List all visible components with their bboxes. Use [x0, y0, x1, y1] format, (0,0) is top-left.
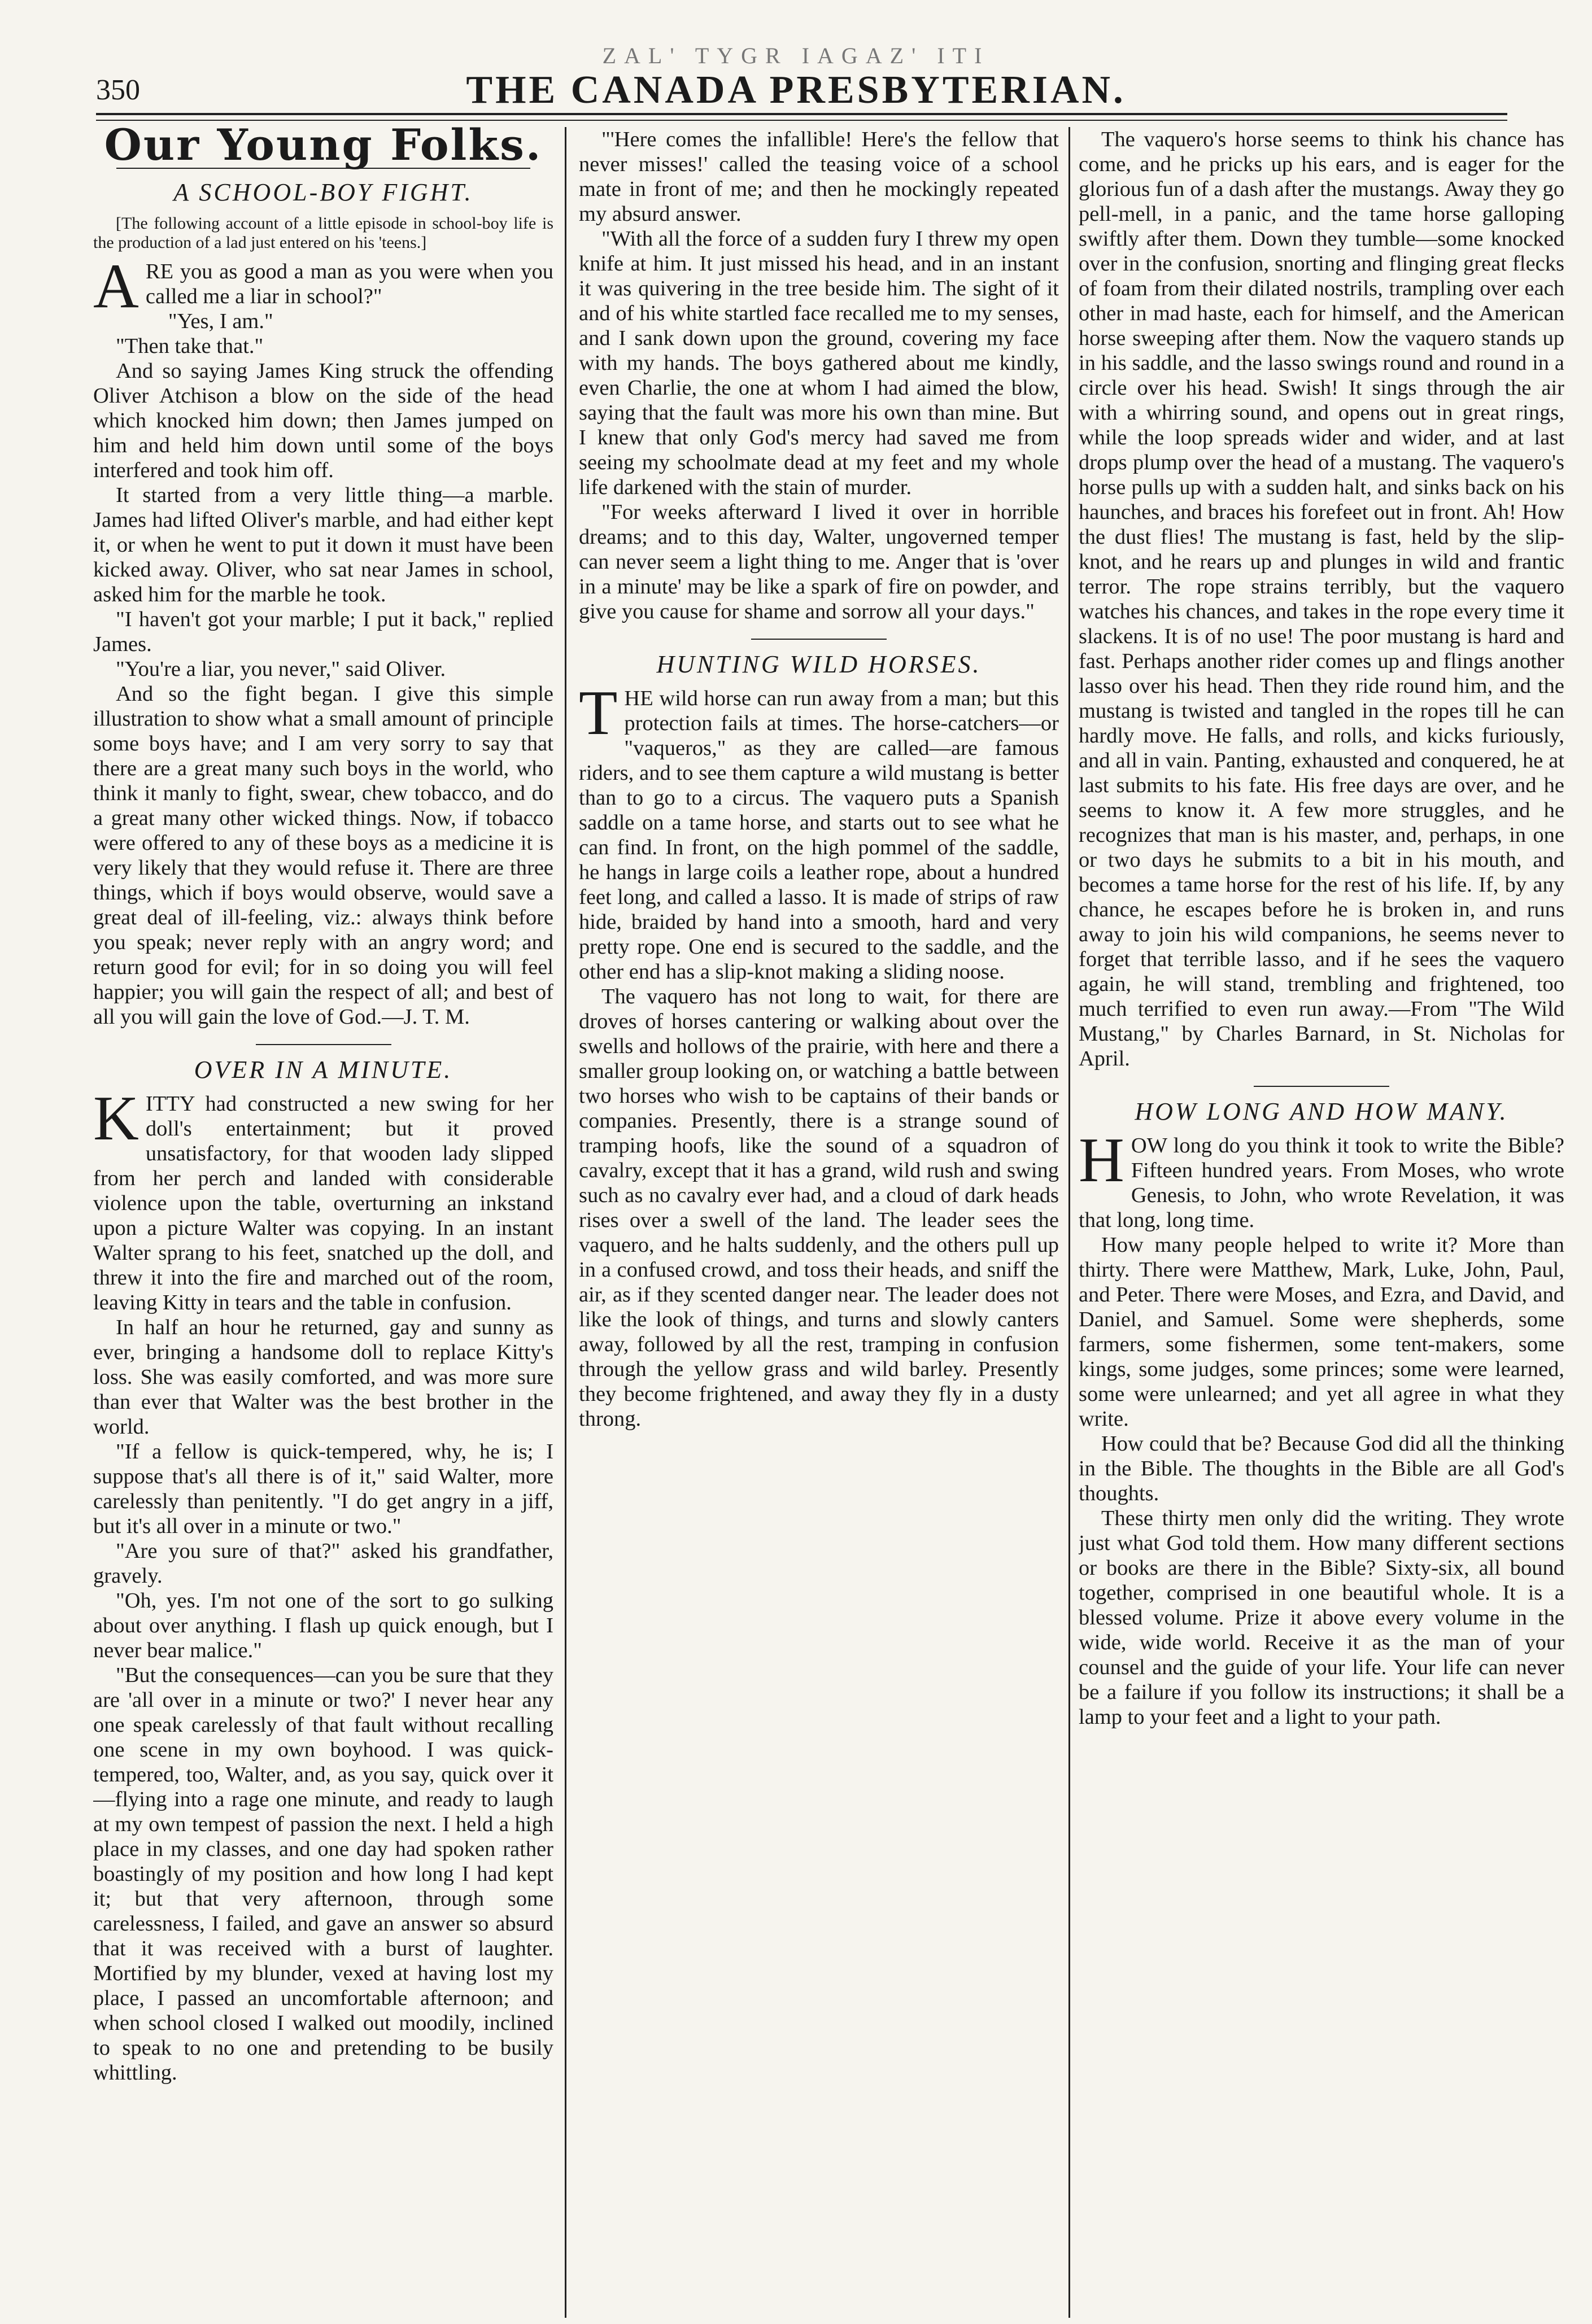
story-paragraph: It started from a very little thing—a marble. James had lifted Oliver's marble, and had either kept it, or when he went to put it down it must have been kicked away. Oliver, who sat near James in school, asked him for the marble he took. — [93, 483, 553, 606]
drop-cap: A — [93, 251, 139, 321]
editor-note: [The following account of a little episode in school-boy life is the production of a lad just entered on his 'teens.] — [93, 214, 553, 252]
story-paragraph: KITTY had constructed a new swing for her doll's entertainment; but it proved unsatisfactory, for that wooden lady slipped from her perch and landed with considerable violence upon the table, overturning an inkstand upon a picture Walter was copying. In an instant Walter sprang to his feet, snatched up the doll, and threw it into the fire and marched out of the room, leaving Kitty in tears and the table in confusion. — [93, 1084, 553, 1314]
story-paragraph: "I haven't got your marble; I put it back," replied James. — [93, 608, 553, 656]
story-paragraph: "Yes, I am." — [168, 309, 273, 333]
story-paragraph: And so saying James King struck the offending Oliver Atchison a blow on the side of the head which knocked him down; then James jumped on him and held him down until some of the boys interfered and took him off. — [93, 359, 553, 482]
drop-cap: H — [1079, 1125, 1124, 1195]
column-divider — [1068, 127, 1070, 2318]
story-paragraph: How could that be? Because God did all the thinking in the Bible. The thoughts in the Bible are all God's thoughts. — [1079, 1432, 1564, 1505]
story-paragraph: "But the consequences—can you be sure that they are 'all over in a minute or two?' I never hear any one speak carelessly of that fault without recalling one scene in my own boyhood. I was quick-tempered, too, Walter, and, as you say, quick over it—flying into a rage one minute, and ready to laugh at my own tempest of passion the next. I held a high place in my classes, and one day had spoken rather boastingly of my position and how long I had kept it; but that very afternoon, through some carelessness, I failed, and gave an answer so absurd that it was received with a burst of laughter. Mortified by my blunder, vexed at having lost my place, I passed an uncomfortable afternoon; and when school closed I walked out moodily, inclined to speak to no one and pretending to be busily whittling. — [93, 1663, 553, 2085]
masthead — [73, 34, 1519, 119]
story-paragraph: The vaquero has not long to wait, for there are droves of horses cantering or walking about over the swells and hollows of the prairie, with here and there a smaller group looking on, or watching a battle between two horses who wish to be captains of their bands or companies. Presently, there is a strange sound of tramping hoofs, like the sound of a squadron of cavalry, except that it has a grand, wild rush and swing such as no cavalry ever had, and a cloud of dark heads rises over a swell of the land. The leader sees the vaquero, and he halts suddenly, and the others pull up in a confused crowd, and toss their heads, and sniff the air, as if they scented danger near. The leader does not like the look of things, and turns and slowly canters away, followed by all the rest, tramping in confusion through the yellow grass and wild barley. Presently they become frightened, and away they fly in a dusty throng. — [579, 985, 1059, 1431]
story-paragraph: These thirty men only did the writing. They wrote just what God told them. How many different sections or books are there in the Bible? Sixty-six, all bound together, comprised in one beautiful whole. It is a blessed volume. Prize it above every volume in the wide, wide world. Receive it as the man of your counsel and the guide of your life. Your life can never be a failure if you follow its instructions; it shall be a lamp to your feet and a light to your path. — [1079, 1506, 1564, 1729]
story-separator — [1254, 1086, 1389, 1087]
story-paragraph: "Oh, yes. I'm not one of the sort to go sulking about over anything. I flash up quick enough, but I never bear malice." — [93, 1589, 553, 1662]
story-paragraph: HOW long do you think it took to write the Bible? Fifteen hundred years. From Moses, who wrote Genesis, to John, who wrote Revelation, it was that long, long time. — [1079, 1125, 1564, 1232]
story-title-how-long-and-how-many: HOW LONG AND HOW MANY. — [1135, 1098, 1508, 1125]
story-paragraph: And so the fight began. I give this simple illustration to show what a small amount of principle some boys have; and I am very sorry to say that there are a great many such boys in the world, who think it manly to fight, swear, chew tobacco, and do a great many other wicked things. Now, if tobacco were offered to any of these boys as a medicine it is very likely that they would refuse it. There are three things, which if boys would observe, would save a great deal of ill-feeling, viz.: always think before you speak; never reply with an angry word; and return good for evil; for in so doing you will feel happier; you will gain the respect of all; and best of all you will gain the love of God.—J. T. M. — [93, 682, 553, 1029]
header-rule — [96, 113, 1507, 115]
drop-cap: K — [93, 1084, 139, 1154]
story-paragraph: "If a fellow is quick-tempered, why, he is; I suppose that's all there is of it," said Walter, more carelessly than penitently. "I do get angry in a jiff, but it's all over in a minute or two." — [93, 1440, 553, 1538]
story-paragraph: "With all the force of a sudden fury I threw my open knife at him. It just missed his head, and in an instant it was quivering in the tree beside him. The sight of it and of his white startled face recalled me to my senses, and I sank down upon the ground, covering my face with my hands. The boys gathered about me kindly, even Charlie, the one at whom I had aimed the blow, saying that the fault was more his own than mine. But I knew that only God's mercy had saved me from seeing my schoolmate dead at my feet and my whole life darkened with the stain of murder. — [579, 227, 1059, 499]
story-paragraph: "Are you sure of that?" asked his grandfather, gravely. — [93, 1539, 553, 1588]
story-title-school-boy-fight: A SCHOOL-BOY FIGHT. — [173, 178, 473, 206]
story-paragraph: "'Here comes the infallible! Here's the fellow that never misses!' called the teasing voice of a school mate in front of me; and then he mockingly repeated my absurd answer. — [579, 128, 1059, 226]
header-rule-thin — [96, 120, 1507, 121]
story-paragraph: "For weeks afterward I lived it over in horrible dreams; and to this day, Walter, ungoverned temper can never seem a light thing to me. Anger that is 'over in a minute' may be like a spark of fire on powder, and give you cause for shame and sorrow all your days." — [579, 500, 1059, 623]
column-3 — [1079, 127, 1564, 2318]
story-paragraph: ARE you as good a man as you were when you called me a liar in school?" — [93, 251, 553, 321]
section-heading: Our Young Folks. — [104, 127, 543, 170]
story-title-hunting-wild-horses: HUNTING WILD HORSES. — [656, 650, 982, 678]
story-title-over-in-a-minute: OVER IN A MINUTE. — [194, 1056, 453, 1084]
story-separator — [751, 639, 887, 640]
story-paragraph: THE wild horse can run away from a man; but this protection fails at times. The horse-catchers—or "vaqueros," as they are called—are famous riders, and to see them capture a wild mustang is better than to go to a circus. The vaquero puts a Spanish saddle on a tame horse, and starts out to see what he can find. In front, on the high pommel of the saddle, he hangs in large coils a leather rope, about a hundred feet long, and called a lasso. It is made of strips of raw hide, braided by hand into a smooth, hard and very pretty rope. One end is secured to the saddle, and the other end has a slip-knot making a sliding noose. — [579, 678, 1059, 984]
story-paragraph: How many people helped to write it? More than thirty. There were Matthew, Mark, Luke, John, Paul, and Peter. There were Moses, and Ezra, and David, and Daniel, and Samuel. Some were shepherds, some farmers, some fishermen, some tent-makers, some kings, some judges, some princes; some were learned, some were unlearned; and yet all agree in what they write. — [1079, 1233, 1564, 1431]
page-number: 350 — [96, 74, 140, 106]
story-paragraph: The vaquero's horse seems to think his chance has come, and he pricks up his ears, and is eager for the glorious fun of a dash after the mustangs. Away they go pell-mell, in a panic, and the tame horse galloping swiftly after them. Down they tumble—some knocked over in the confusion, snorting and flinging great flecks of foam from their dilated nostrils, trampling over each other in mad haste, each for himself, and the American horse sweeping after them. Now the vaquero stands up in his saddle, and the lasso swings round and round in a circle over his head. Swish! It sings through the air with a whirring sound, and opens out in great rings, while the loop spreads wider and wider, and at last drops plump over the head of a mustang. The vaquero's horse pulls up with a sudden halt, and sinks back on his haunches, and braces his forefeet out in front. Ah! How the dust flies! The mustang is fast, held by the slip-knot, and he rears up and plunges in wild and frantic terror. The rope strains terribly, but the vaquero watches his chances, and takes in the rope every time it slackens. It is of no use! The poor mustang is hard and fast. Perhaps another rider comes up and flings another lasso over his head. Then they ride round him, and the mustang is twisted and tangled in the ropes till he can hardly move. He falls, and rolls, and kicks furiously, and all in vain. Panting, exhausted and conquered, he at last submits to his fate. His free days are over, and he seems to know it. A few more struggles, and he recognizes that man is his master, and, perhaps, in one or two days he submits to a bit in his mouth, and becomes a tame horse for the rest of his life. If, by any chance, he escapes before he is broken in, and runs away to join his wild companions, he seems never to forget that terrible lasso, and if he sees the vaquero again, he will stand, trembling and frightened, too much terrified to even run away.—From "The Wild Mustang," by Charles Barnard, in St. Nicholas for April. — [1079, 128, 1564, 1071]
smudged-overprint: ZAL' TYGR IAGAZ' ITI — [602, 43, 990, 68]
story-paragraph: "You're a liar, you never," said Oliver. — [116, 657, 446, 681]
story-paragraph: In half an hour he returned, gay and sunny as ever, bringing a handsome doll to replace Kitty's loss. She was easily comforted, and was more sure than ever that Walter was the best brother in the world. — [93, 1316, 553, 1439]
drop-cap: T — [579, 678, 618, 748]
story-separator — [256, 1044, 391, 1045]
story-paragraph: "Then take that." — [116, 334, 264, 358]
column-divider — [565, 127, 566, 2318]
column-1 — [93, 127, 553, 2318]
paper-title: THE CANADA PRESBYTERIAN. — [466, 68, 1126, 112]
column-2 — [579, 127, 1059, 2318]
